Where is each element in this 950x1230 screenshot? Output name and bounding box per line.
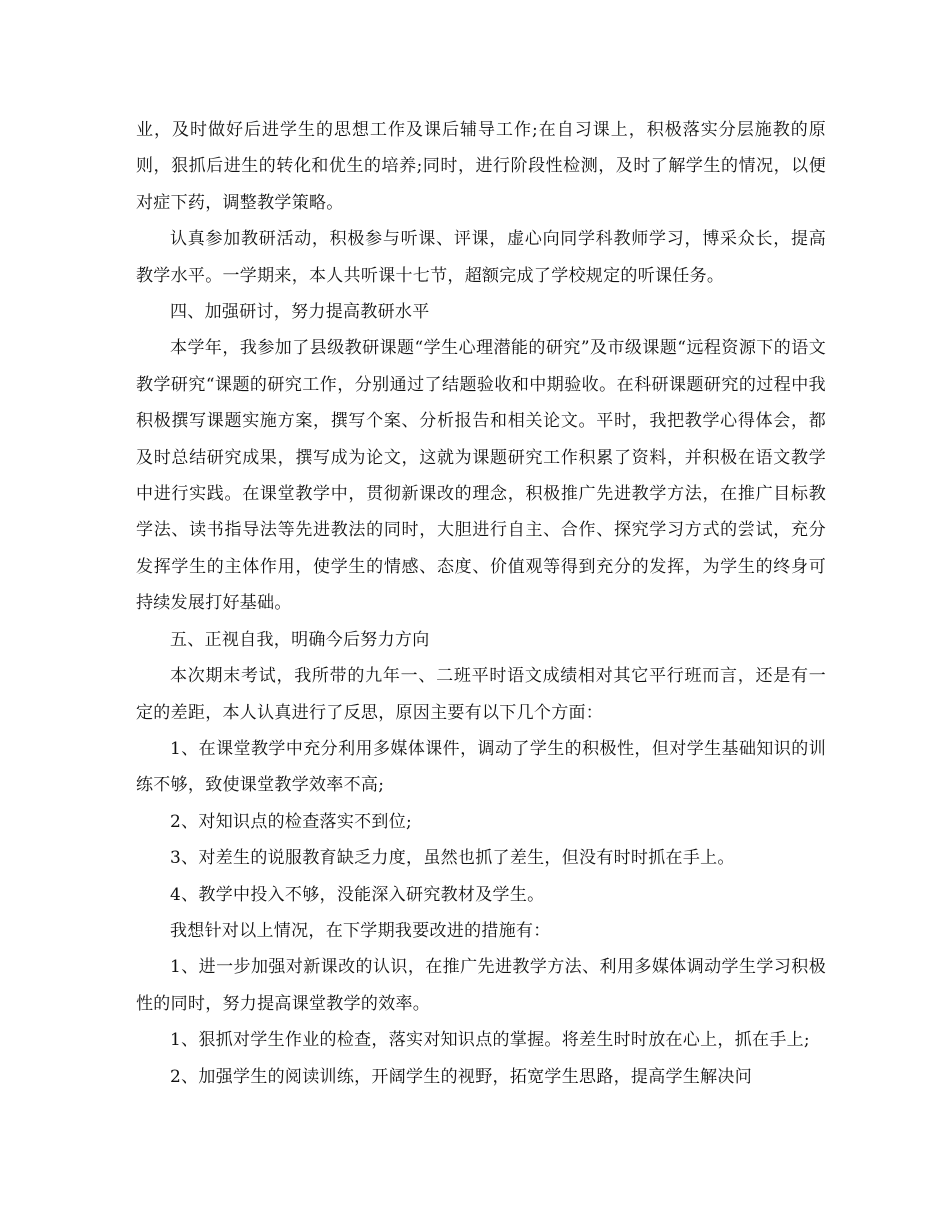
list-item: 3、对差生的说服教育缺乏力度，虽然也抓了差生，但没有时时抓在手上。: [170, 848, 735, 869]
paragraph: 认真参加教研活动，积极参与听课、评课，虚心向同学科教师学习，博采众长，提高教学水平。一学期来，本人共听课十七节，超额完成了学校规定的听课任务。: [136, 229, 826, 286]
paragraph: 本学年，我参加了县级教研课题“学生心理潜能的研究”及市级课题“远程资源下的语文教学研究“课题的研究工作，分别通过了结题验收和中期验收。在科研课题研究的过程中我积极撰写课题实施方案，撰写个案、分析报告和相关论文。平时，我把教学心得体会，都及时总结研究成果，撰写成为论文，这就为课题研究工作积累了资料，并积极在语文教学中进行实践。在课堂教学中，贯彻新课改的理念，积极推广先进教学方法，在推广目标教学法、读书指导法等先进教法的同时，大胆进行自主、合作、探究学习方式的尝试，充分发挥学生的主体作用，使学生的情感、态度、价值观等得到充分的发挥，为学生的终身可持续发展打好基础。: [136, 338, 826, 614]
list-item: 2、对知识点的检查落实不到位;: [170, 811, 413, 832]
list-item: 4、教学中投入不够，没能深入研究教材及学生。: [170, 884, 545, 905]
paragraph: 我想针对以上情况，在下学期我要改进的措施有：: [170, 920, 551, 941]
paragraph-continuation: 业，及时做好后进学生的思想工作及课后辅导工作;在自习课上，积极落实分层施教的原则，狠抓后进生的转化和优生的培养;同时，进行阶段性检测，及时了解学生的情况，以便对症下药，调整教学策略。: [136, 120, 826, 213]
list-item: 1、进一步加强对新课改的认识，在推广先进教学方法、利用多媒体调动学生学习积极性的同时，努力提高课堂教学的效率。: [136, 957, 826, 1014]
section-heading-5: 五、正视自我，明确今后努力方向: [170, 629, 430, 650]
list-item: 2、加强学生的阅读训练，开阔学生的视野，拓宽学生思路，提高学生解决问: [170, 1066, 753, 1087]
section-heading-4: 四、加强研讨，努力提高教研水平: [170, 302, 430, 323]
list-item: 1、在课堂教学中充分利用多媒体课件，调动了学生的积极性，但对学生基础知识的训练不够，致使课堂教学效率不高;: [136, 738, 826, 796]
paragraph: 本次期末考试，我所带的九年一、二班平时语文成绩相对其它平行班而言，还是有一定的差距，本人认真进行了反思，原因主要有以下几个方面：: [136, 666, 826, 723]
list-item: 1、狠抓对学生作业的检查，落实对知识点的掌握。将差生时时放在心上，抓在手上;: [170, 1030, 810, 1051]
document-body: [136, 112, 826, 1095]
